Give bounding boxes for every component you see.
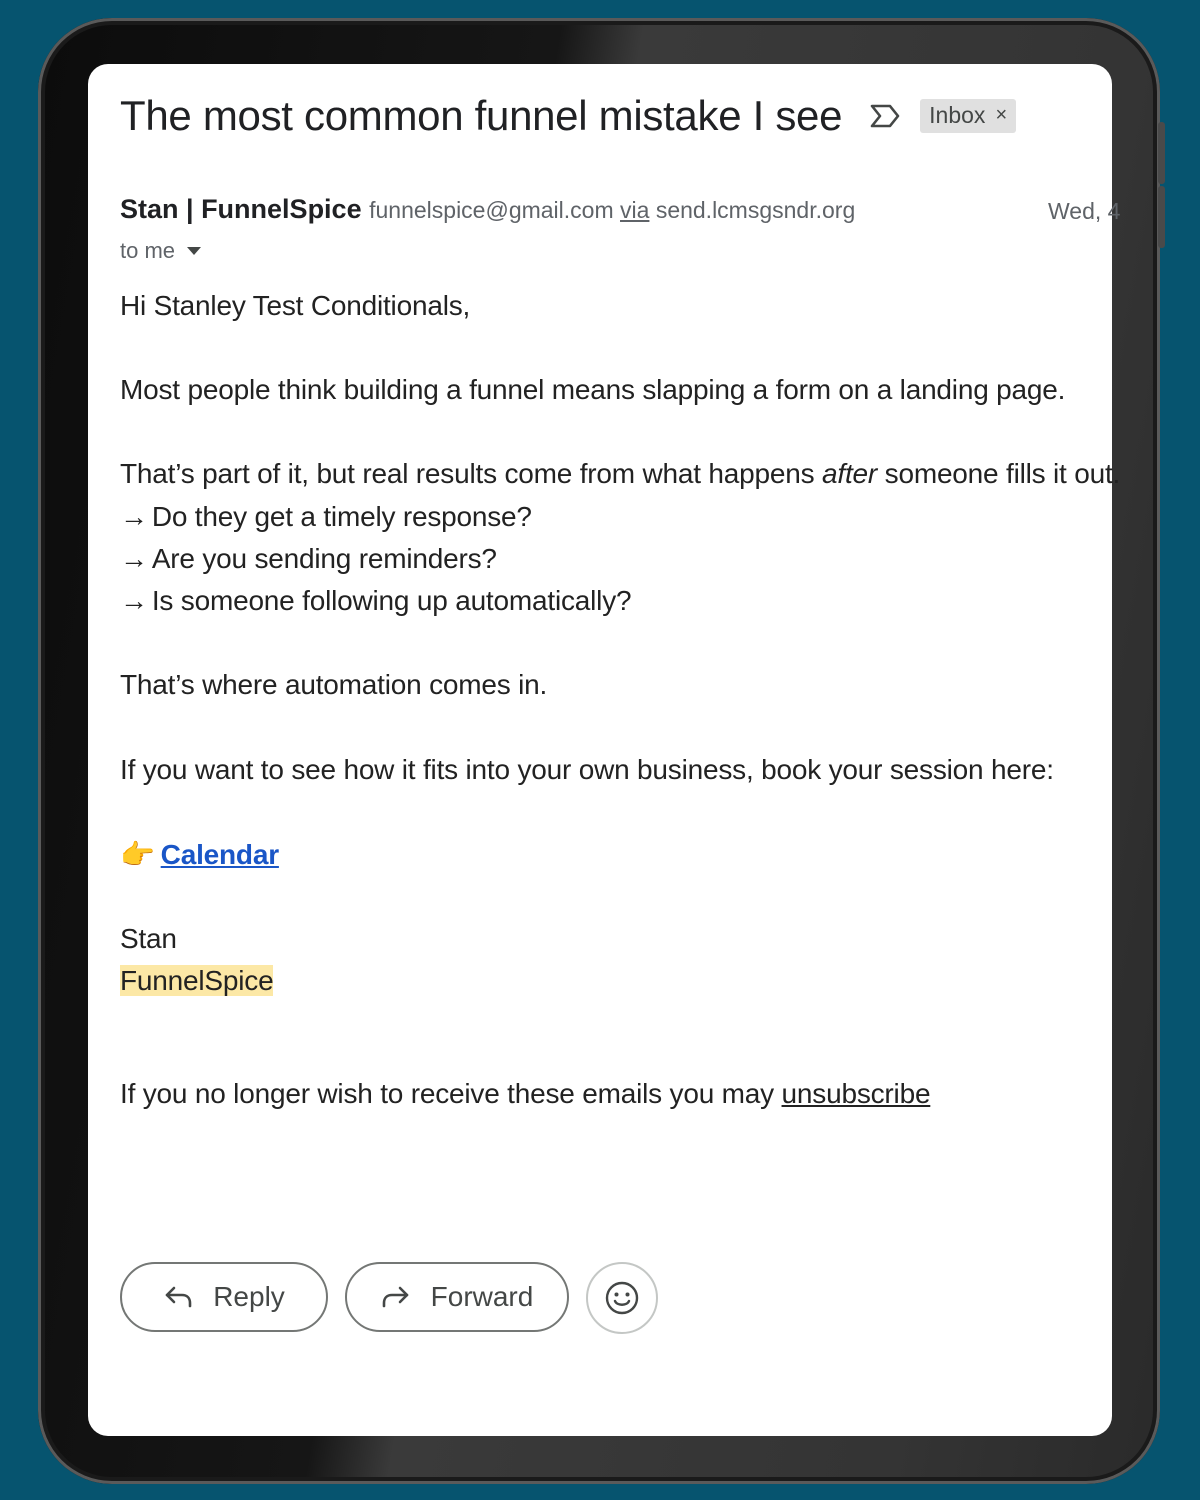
pointing-hand-icon: 👉 [120,839,155,870]
footer-text [120,1078,930,1110]
sender-email-address: funnelspice@gmail.com [369,197,614,223]
via-domain: send.lcmsgsndr.org [655,197,856,223]
calendar-line [120,838,279,871]
footer-message: If you no longer wish to receive these emails you may [120,1078,782,1109]
chevron-down-icon [187,247,201,255]
arrow-icon: → [120,585,148,616]
forward-button[interactable] [345,1262,569,1332]
unsubscribe-link[interactable]: unsubscribe [781,1078,931,1109]
bullet-item [120,501,532,533]
smiley-icon [604,1280,640,1316]
signature-company [120,965,273,997]
subject-row [120,92,1016,140]
paragraph-4: If you want to see how it fits into your own business, book your session here: [120,754,1054,785]
paragraph-3: That’s where automation comes in. [120,669,548,700]
signature-name: Stan [120,923,177,954]
recipient-details-toggle[interactable] [120,238,201,264]
important-label-icon[interactable] [868,99,902,133]
volume-down-button [1158,186,1165,248]
email-view [88,64,1121,1436]
paragraph-2-end: someone fills it out. [877,458,1121,489]
email-date: Wed, 4 [1048,198,1121,224]
bullet-text: Is someone following up automatically? [151,585,632,616]
calendar-link[interactable]: Calendar [160,838,279,870]
arrow-icon: → [120,543,148,574]
email-subject: The most common funnel mistake I see [120,92,843,139]
recipient-label: to me [120,238,176,263]
sender-row [120,194,855,225]
bullet-text: Are you sending reminders? [151,543,497,574]
forward-icon [381,1284,411,1310]
reply-label: Reply [213,1281,285,1312]
bullet-text: Do they get a timely response? [151,501,532,532]
inbox-label-chip[interactable] [920,99,1016,133]
reply-icon [163,1284,193,1310]
bullet-item [120,543,497,575]
paragraph-2-emphasis: after [822,458,878,489]
reply-button[interactable] [120,1262,328,1332]
add-reaction-button[interactable] [586,1262,658,1334]
arrow-icon: → [120,501,148,532]
sender-name[interactable]: Stan | FunnelSpice [120,194,362,224]
sender-email [369,197,855,223]
greeting: Hi Stanley Test Conditionals, [120,290,471,321]
forward-label: Forward [430,1281,534,1312]
signature-company-text: FunnelSpice [120,965,274,996]
via-link[interactable]: via [620,197,650,223]
paragraph-2-start: That’s part of it, but real results come from what happens [120,458,823,489]
volume-up-button [1158,122,1165,184]
remove-label-icon[interactable]: × [995,104,1008,126]
inbox-label-text: Inbox [929,102,986,128]
paragraph-2 [120,458,1120,490]
paragraph-1: Most people think building a funnel means slapping a form on a landing page. [120,374,1066,405]
bullet-item [120,585,631,617]
